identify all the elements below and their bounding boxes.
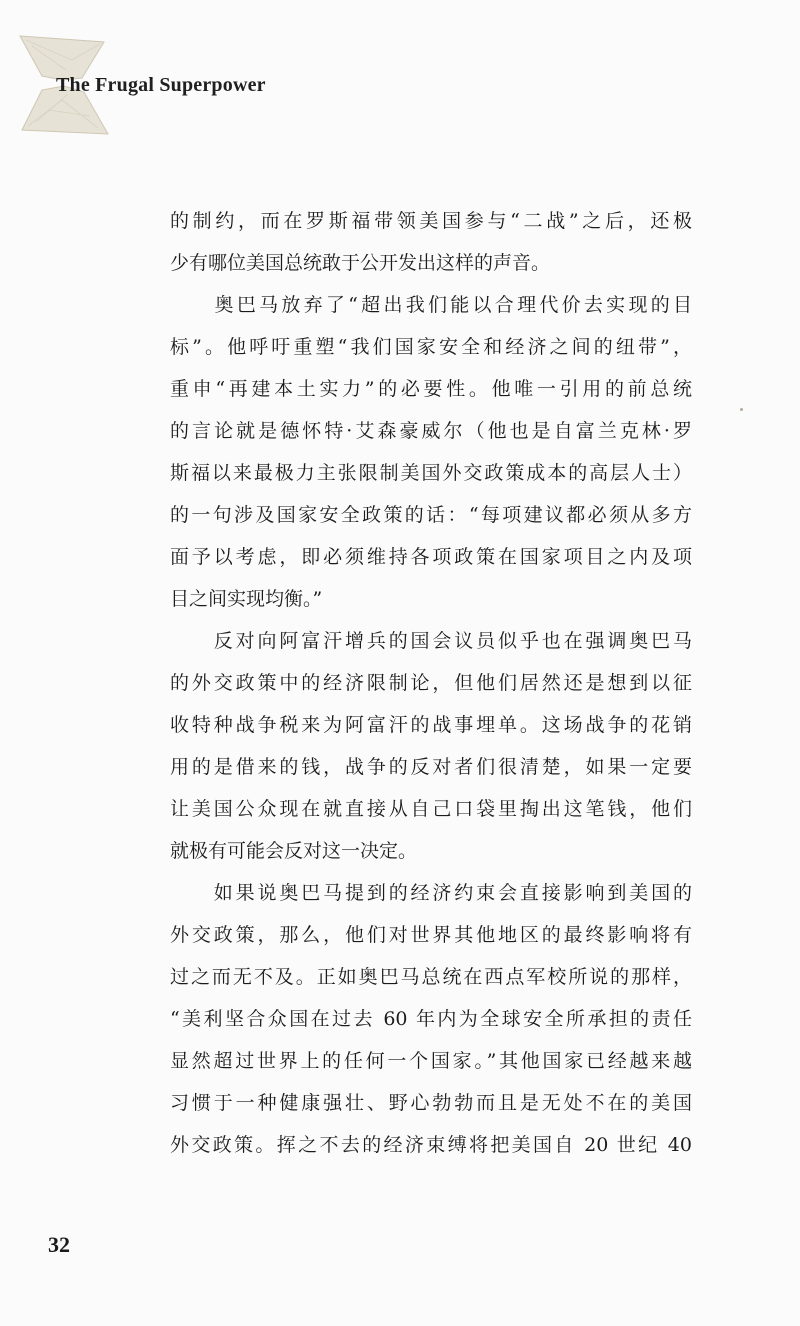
text-line: 面予以考虑，即必须维持各项政策在国家项目之内及项 <box>170 546 692 568</box>
text-line: 如果说奥巴马提到的经济约束会直接影响到美国的 <box>170 882 692 904</box>
text-line: 的言论就是德怀特·艾森豪威尔（他也是自富兰克林·罗 <box>170 420 692 442</box>
running-title: The Frugal Superpower <box>56 74 266 96</box>
text-line: 斯福以来最极力主张限制美国外交政策成本的高层人士） <box>170 462 692 484</box>
text-line: 的制约，而在罗斯福带领美国参与“二战”之后，还极 <box>170 210 692 232</box>
paragraph <box>170 284 692 620</box>
text-line: 显然超过世界上的任何一个国家。”其他国家已经越来越 <box>170 1050 692 1072</box>
text-line: 的一句涉及国家安全政策的话：“每项建议都必须从多方 <box>170 504 692 526</box>
text-line: 就极有可能会反对这一决定。 <box>170 840 418 862</box>
text-line: 少有哪位美国总统敢于公开发出这样的声音。 <box>170 252 551 274</box>
text-line: 的外交政策中的经济限制论，但他们居然还是想到以征 <box>170 672 692 694</box>
body-text <box>170 200 692 1166</box>
text-line: 标”。他呼吁重塑“我们国家安全和经济之间的纽带”， <box>170 336 692 358</box>
text-line: 目之间实现均衡。” <box>170 588 323 610</box>
text-line: 让美国公众现在就直接从自己口袋里掏出这笔钱，他们 <box>170 798 692 820</box>
paragraph <box>170 620 692 872</box>
page-number: 32 <box>48 1232 70 1257</box>
text-line: 重申“再建本土实力”的必要性。他唯一引用的前总统 <box>170 378 692 400</box>
text-line: “美利坚合众国在过去 60 年内为全球安全所承担的责任 <box>170 1008 692 1030</box>
text-line: 反对向阿富汗增兵的国会议员似乎也在强调奥巴马 <box>170 630 692 652</box>
text-line: 外交政策。挥之不去的经济束缚将把美国自 20 世纪 40 <box>170 1134 692 1156</box>
text-line: 收特种战争税来为阿富汗的战事埋单。这场战争的花销 <box>170 714 692 736</box>
paragraph <box>170 200 692 284</box>
scan-speck <box>740 408 743 411</box>
text-line: 过之而无不及。正如奥巴马总统在西点军校所说的那样， <box>170 966 692 988</box>
text-line: 外交政策，那么，他们对世界其他地区的最终影响将有 <box>170 924 692 946</box>
paragraph <box>170 872 692 1166</box>
text-line: 习惯于一种健康强壮、野心勃勃而且是无处不在的美国 <box>170 1092 692 1114</box>
text-line: 奥巴马放弃了“超出我们能以合理代价去实现的目 <box>170 294 692 316</box>
text-line: 用的是借来的钱，战争的反对者们很清楚，如果一定要 <box>170 756 692 778</box>
